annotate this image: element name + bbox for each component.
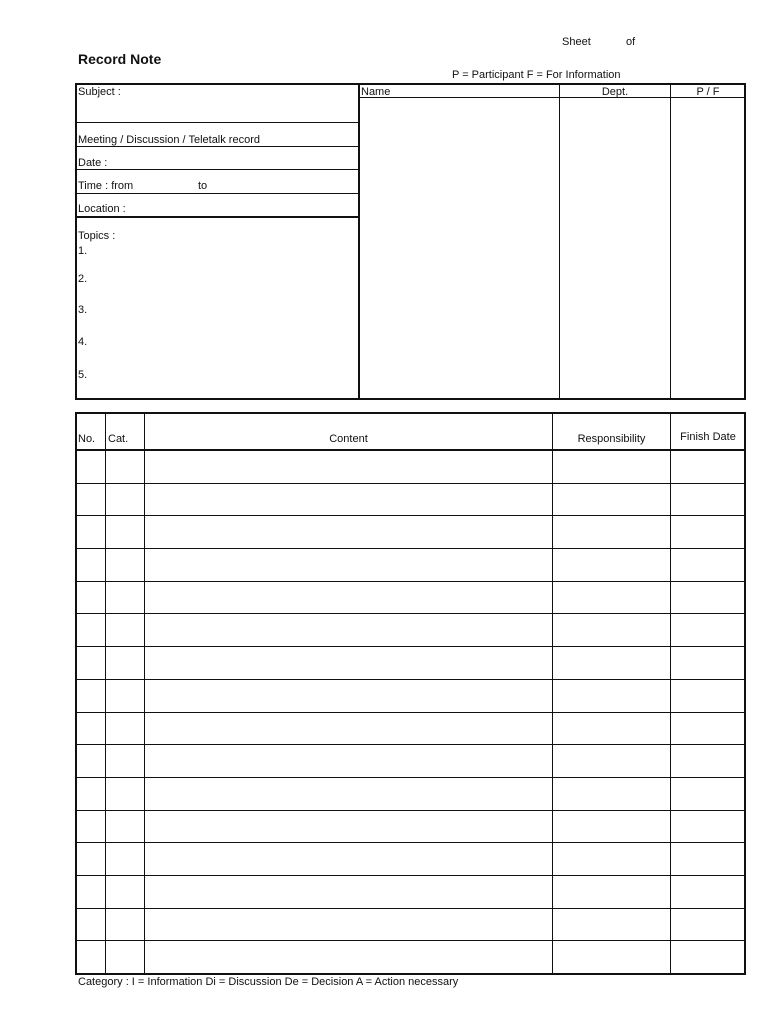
divider (670, 414, 671, 973)
record-type-label: Meeting / Discussion / Teletalk record (78, 134, 260, 146)
sheet-of-label: of (626, 36, 636, 48)
table-row (76, 646, 745, 647)
divider (105, 414, 106, 973)
divider (76, 193, 358, 194)
table-row (76, 810, 745, 811)
table-row (76, 515, 745, 516)
cat-column-header: Cat. (108, 433, 129, 445)
table-row (76, 842, 745, 843)
time-from-field[interactable]: Time : from (78, 180, 134, 192)
actions-table (75, 412, 746, 975)
participant-legend: P = Participant F = For Information (452, 69, 621, 81)
category-legend: Category : I = Information Di = Discussion De = Decision A = Action necessary (78, 976, 459, 988)
topic-item[interactable]: 3. (78, 304, 88, 316)
divider (76, 169, 358, 170)
divider (76, 146, 358, 147)
location-field[interactable]: Location : (78, 203, 126, 215)
top-form-box (75, 83, 746, 400)
page-title: Record Note (78, 51, 162, 67)
table-row (76, 679, 745, 680)
time-to-field[interactable]: to (198, 180, 208, 192)
divider (76, 449, 745, 451)
divider (358, 84, 360, 398)
topic-item[interactable]: 5. (78, 369, 88, 381)
sheet-label: Sheet (562, 36, 591, 48)
table-row (76, 581, 745, 582)
table-row (76, 483, 745, 484)
topics-label: Topics : (78, 230, 116, 242)
divider (670, 84, 671, 398)
responsibility-column-header: Responsibility (577, 433, 646, 445)
table-row (76, 875, 745, 876)
pf-column-header: P / F (696, 86, 720, 98)
name-column-header: Name (361, 86, 391, 98)
table-row (76, 777, 745, 778)
table-row (76, 613, 745, 614)
divider (559, 84, 560, 398)
table-row (76, 712, 745, 713)
content-column-header: Content (329, 433, 368, 445)
divider (552, 414, 553, 973)
table-row (76, 548, 745, 549)
table-row (76, 940, 745, 941)
topic-item[interactable]: 1. (78, 245, 88, 257)
topic-item[interactable]: 4. (78, 336, 88, 348)
table-row (76, 744, 745, 745)
topic-item[interactable]: 2. (78, 273, 88, 285)
subject-field[interactable]: Subject : (78, 86, 121, 98)
table-row (76, 908, 745, 909)
divider (76, 122, 358, 123)
finish-date-column-header: Finish Date (680, 431, 736, 443)
dept-column-header: Dept. (601, 86, 629, 98)
divider (76, 216, 358, 218)
no-column-header: No. (78, 433, 96, 445)
date-field[interactable]: Date : (78, 157, 108, 169)
divider (144, 414, 145, 973)
